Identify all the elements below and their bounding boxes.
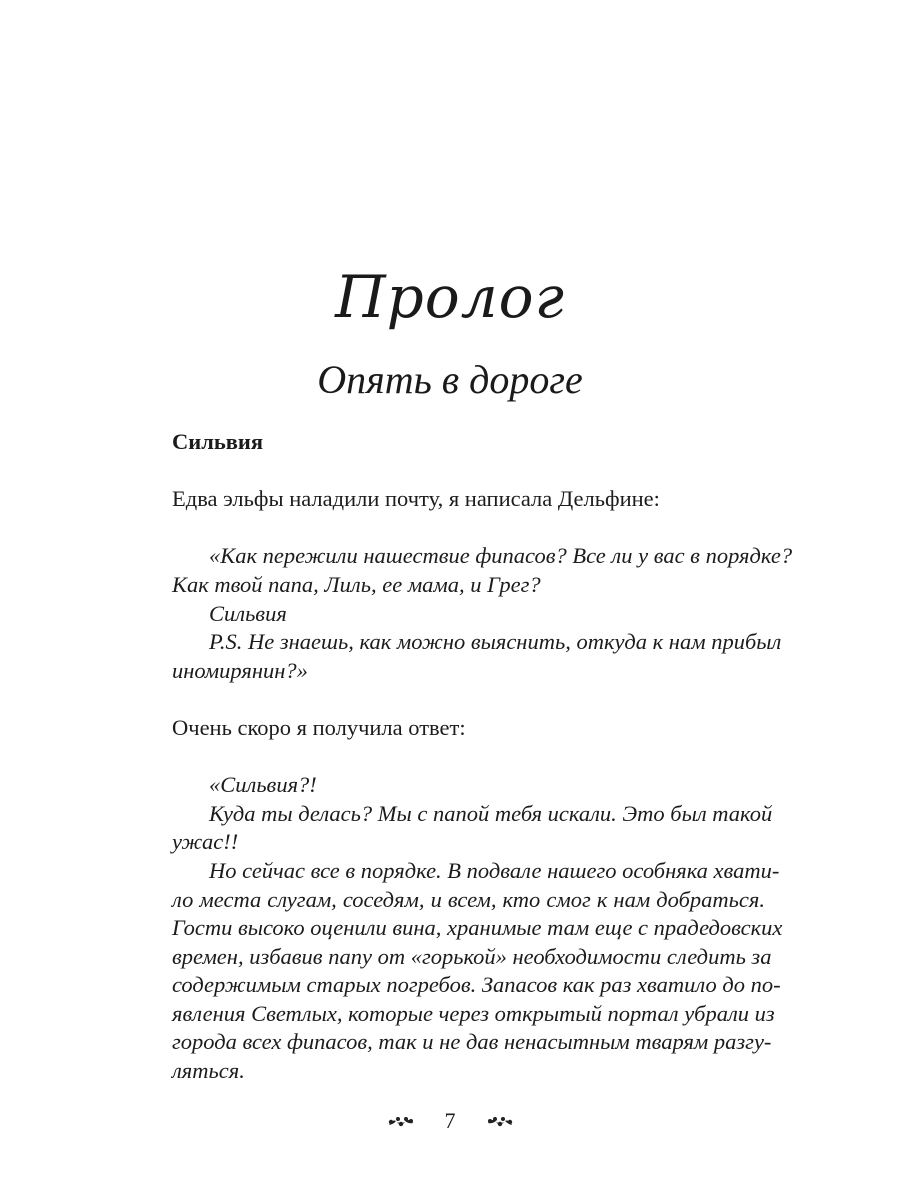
text-line: Очень скоро я получила ответ: <box>172 714 466 740</box>
floral-ornament-left-icon <box>387 1113 415 1129</box>
spacer <box>135 685 765 714</box>
text-line: ло места слугам, соседям, и всем, кто смог к нам добраться. <box>172 886 765 912</box>
chapter-title: Пролог <box>335 263 565 331</box>
paragraph <box>135 485 765 514</box>
text-line: Куда ты делась? Мы с папой тебя искали. Это был такой <box>209 800 773 826</box>
text-line: «Как пережили нашествие фипасов? Все ли у вас в порядке? <box>209 543 793 569</box>
text-line: ужас!! <box>172 829 239 855</box>
reply-paragraph <box>135 800 773 857</box>
text-line: времен, избавив папу от «горькой» необходимости следить за <box>172 943 772 969</box>
spacer <box>135 743 765 772</box>
text-line: Как твой папа, Лиль, ее мама, и Грег? <box>172 571 541 597</box>
reply-greeting <box>135 771 765 800</box>
spacer <box>135 514 765 543</box>
text-line: Гости высоко оценили вина, хранимые там еще с прадедовских <box>172 915 783 941</box>
letter-paragraph <box>135 542 793 599</box>
speaker-heading <box>135 428 765 457</box>
text-line: «Сильвия?! <box>209 772 317 798</box>
text-line: Но сейчас все в порядке. В подвале нашего особняка хвати- <box>209 857 780 883</box>
text-line: P.S. Не знаешь, как можно выяснить, откуда к нам прибыл <box>209 629 782 655</box>
page-number: 7 <box>444 1108 456 1133</box>
text-line: ляться. <box>172 1058 245 1084</box>
text-line: содержимым старых погребов. Запасов как раз хватило до по- <box>172 972 781 998</box>
text-line: Едва эльфы наладили почту, я написала Дельфине: <box>172 486 660 512</box>
letter-signature <box>135 600 765 629</box>
body-text <box>135 428 793 1086</box>
reply-paragraph <box>135 857 783 1086</box>
page-footer <box>0 1108 900 1134</box>
chapter-subtitle: Опять в дороге <box>317 357 583 402</box>
speaker-name: Сильвия <box>172 429 264 454</box>
text-line: города всех фипасов, так и не дав ненасытным тварям разгу- <box>172 1029 772 1055</box>
text-line: Сильвия <box>209 600 287 626</box>
paragraph <box>135 714 765 743</box>
text-line: иномирянин?» <box>172 657 308 683</box>
spacer <box>135 457 765 486</box>
floral-ornament-right-icon <box>486 1113 514 1129</box>
letter-postscript <box>135 628 782 685</box>
text-line: явления Светлых, которые через открытый портал убрали из <box>172 1000 775 1026</box>
